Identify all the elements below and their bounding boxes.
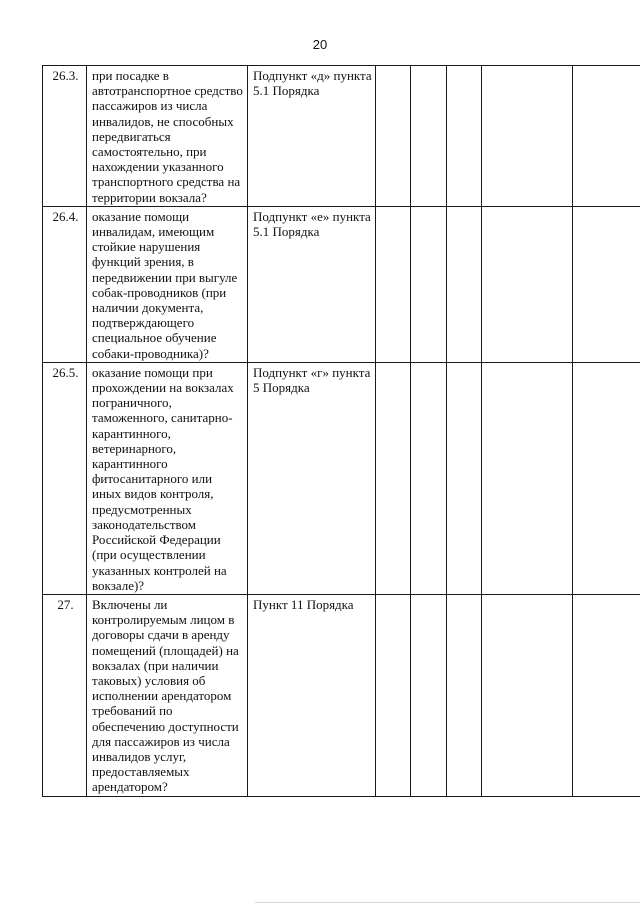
- comment-cell: [482, 362, 573, 594]
- answer-no-cell: [411, 66, 447, 207]
- item-number: 26.5.: [43, 362, 87, 594]
- table-row: [43, 594, 640, 796]
- item-reference: Подпункт «г» пункта 5 Порядка: [248, 362, 376, 594]
- comment-cell: [482, 594, 573, 796]
- item-number: 27.: [43, 594, 87, 796]
- answer-no-cell: [411, 594, 447, 796]
- answer-yes-cell: [376, 594, 411, 796]
- item-reference: Подпункт «е» пункта 5.1 Порядка: [248, 206, 376, 362]
- answer-na-cell: [447, 594, 482, 796]
- checklist-table: [42, 65, 640, 797]
- answer-yes-cell: [376, 66, 411, 207]
- table-row: [43, 362, 640, 594]
- answer-na-cell: [447, 206, 482, 362]
- note-cell: [573, 66, 640, 207]
- comment-cell: [482, 206, 573, 362]
- note-cell: [573, 594, 640, 796]
- answer-yes-cell: [376, 206, 411, 362]
- note-cell: [573, 362, 640, 594]
- note-cell: [573, 206, 640, 362]
- item-reference: Пункт 11 Порядка: [248, 594, 376, 796]
- table-row: [43, 206, 640, 362]
- answer-yes-cell: [376, 362, 411, 594]
- item-question: оказание помощи инвалидам, имеющим стойкие нарушения функций зрения, в передвижении при выгуле собак-проводников (при наличии документа, подтверждающего специальное обучение собаки-проводника)?: [87, 206, 248, 362]
- scan-edge-line: [255, 902, 640, 903]
- page-number: 20: [312, 37, 328, 52]
- answer-no-cell: [411, 206, 447, 362]
- item-question: Включены ли контролируемым лицом в договоры сдачи в аренду помещений (площадей) на вокзалах (при наличии таковых) условия об исполнении арендатором требований по обеспечению доступности для пассажиров из числа инвалидов услуг, предоставляемых арендатором?: [87, 594, 248, 796]
- answer-na-cell: [447, 362, 482, 594]
- comment-cell: [482, 66, 573, 207]
- item-number: 26.3.: [43, 66, 87, 207]
- item-reference: Подпункт «д» пункта 5.1 Порядка: [248, 66, 376, 207]
- item-question: при посадке в автотранспортное средство пассажиров из числа инвалидов, не способных передвигаться самостоятельно, при нахождении указанного транспортного средства на территории вокзала?: [87, 66, 248, 207]
- answer-no-cell: [411, 362, 447, 594]
- table-row: [43, 66, 640, 207]
- item-number: 26.4.: [43, 206, 87, 362]
- item-question: оказание помощи при прохождении на вокзалах пограничного, таможенного, санитарно-карантинного, ветеринарного, карантинного фитосанитарного или иных видов контроля, предусмотренных законодательством Российской Федерации (при осуществлении указанных контролей на вокзале)?: [87, 362, 248, 594]
- answer-na-cell: [447, 66, 482, 207]
